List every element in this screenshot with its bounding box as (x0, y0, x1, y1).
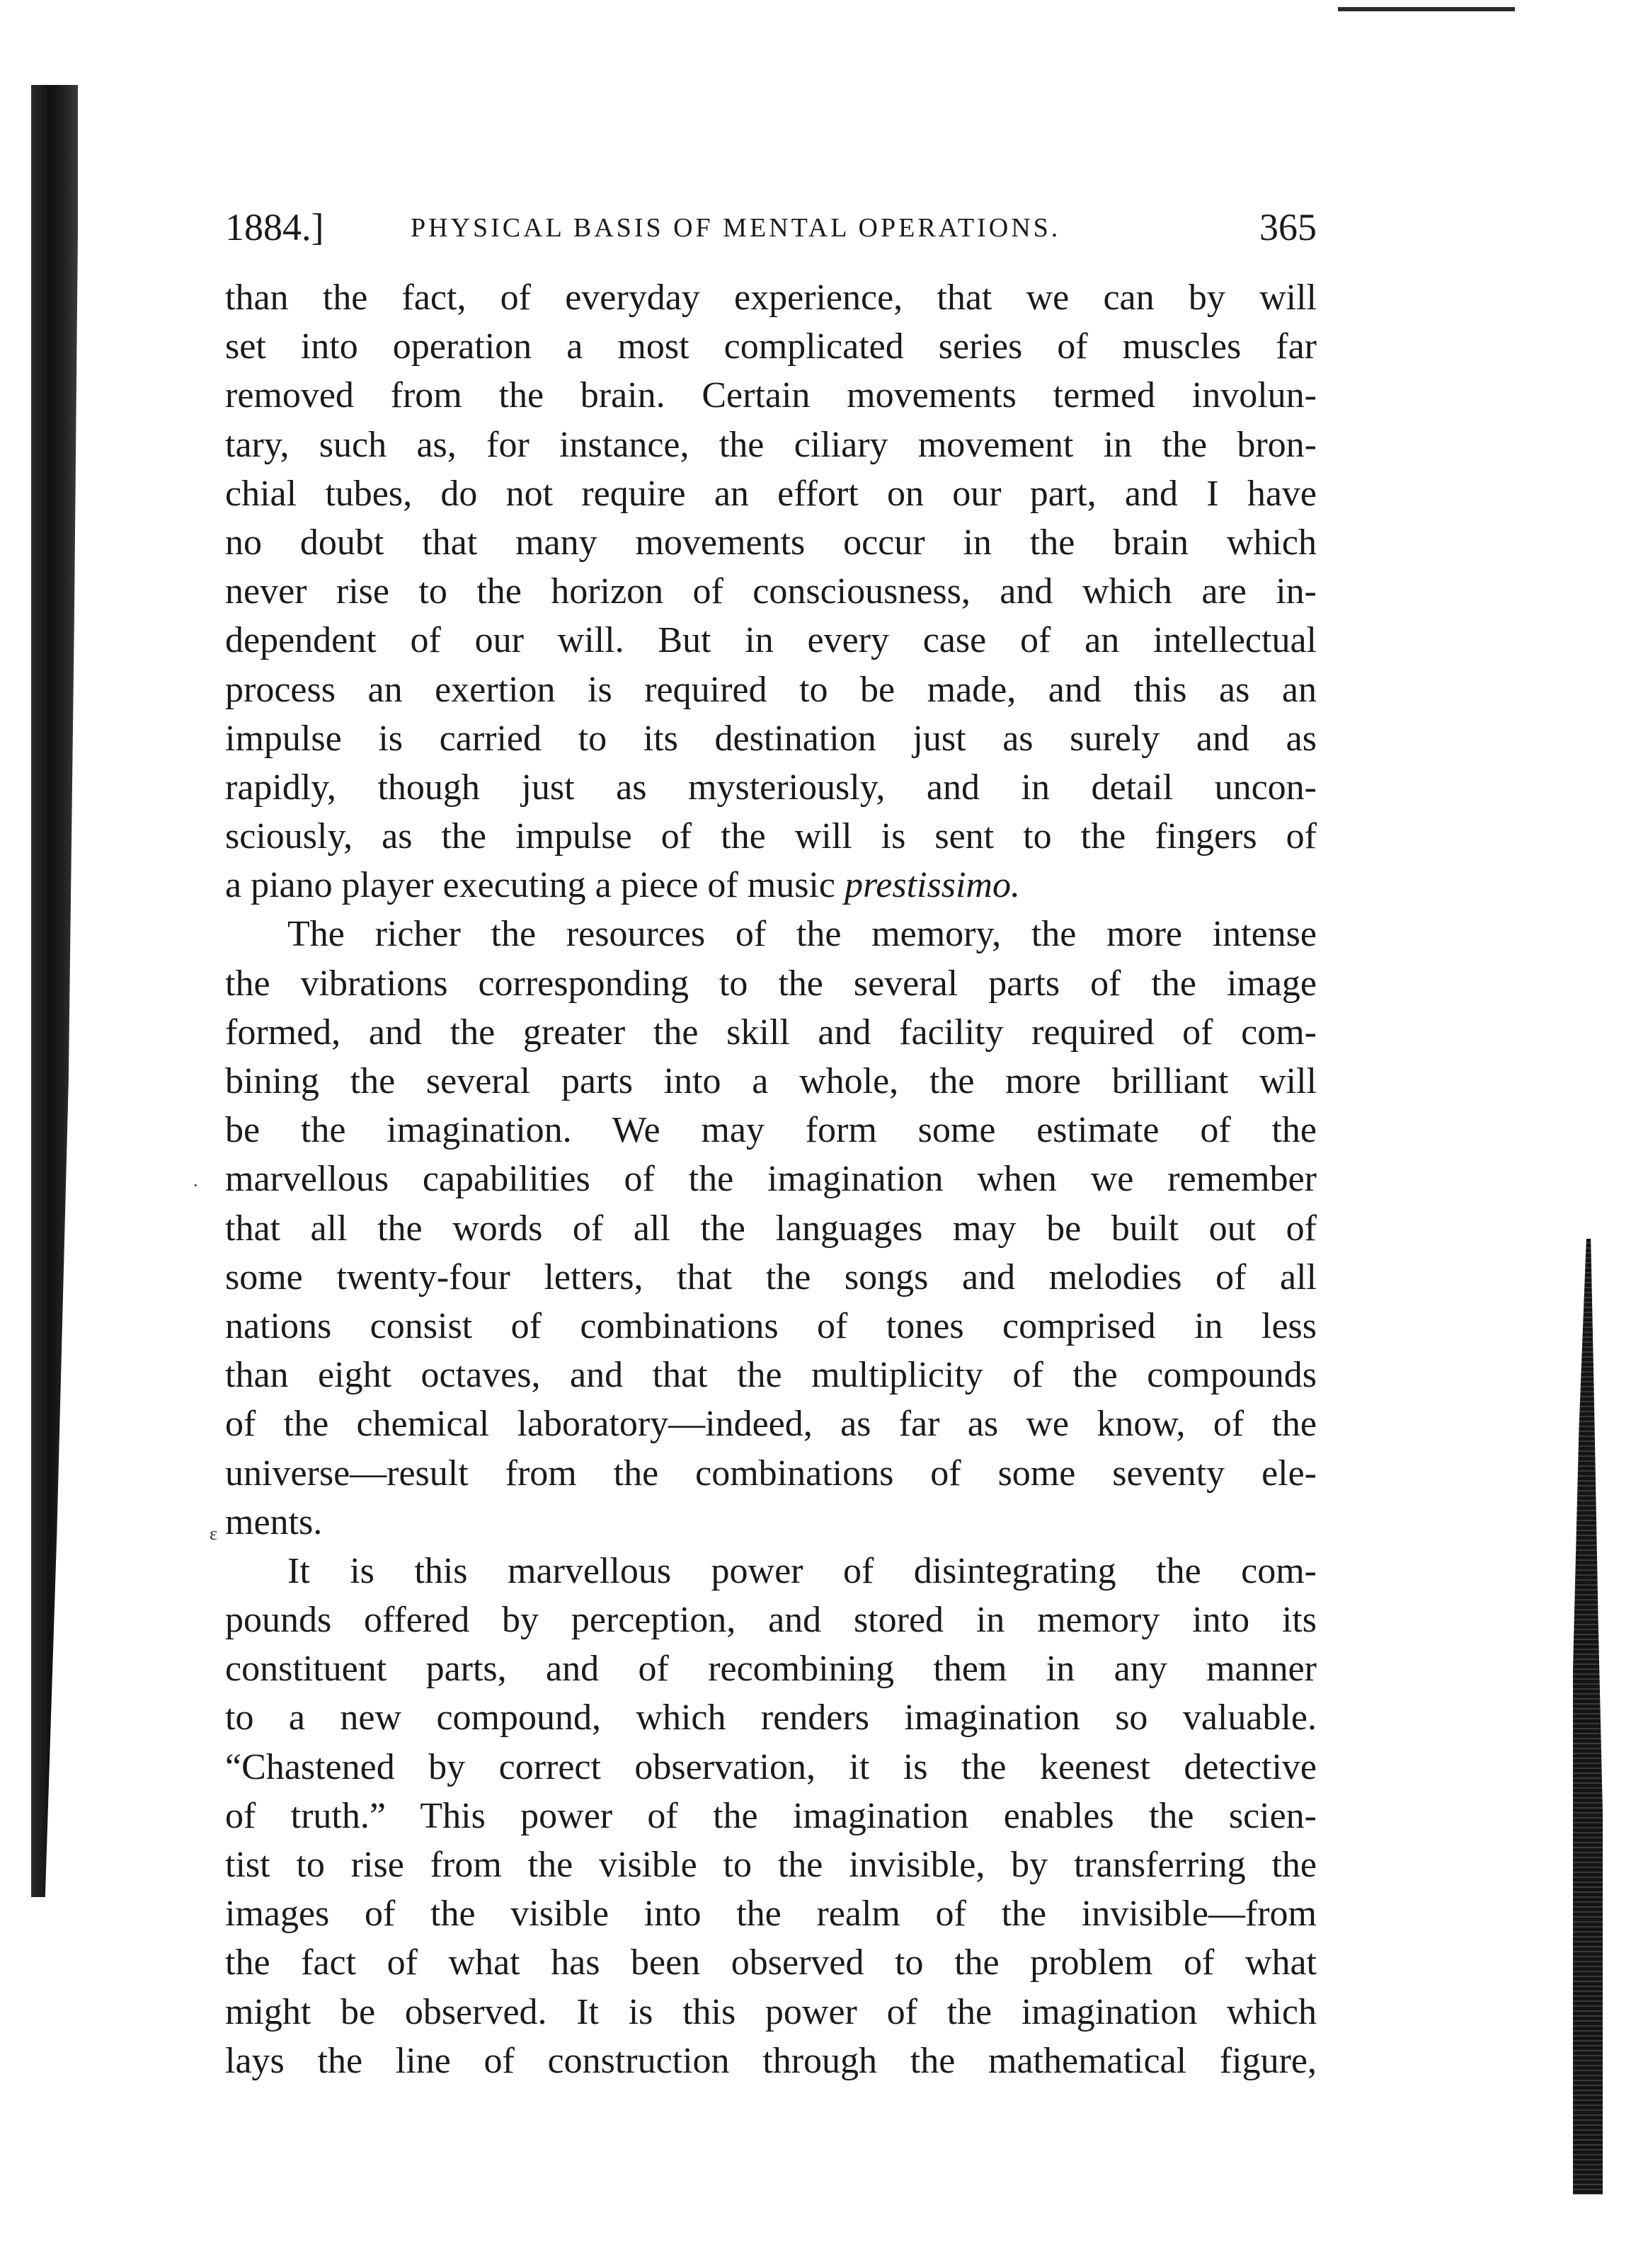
text-line: never rise to the horizon of consciousness, and which are in- (225, 571, 1317, 612)
text-line: formed, and the greater the skill and facility required of com- (225, 1012, 1317, 1053)
text-line: the vibrations corresponding to the several parts of the image (225, 963, 1317, 1004)
scan-left-edge-shadow (31, 85, 78, 1897)
italic-term: prestissimo. (844, 865, 1020, 906)
text-line: be the imagination. We may form some estimate of the (225, 1110, 1317, 1151)
text-line: It is this marvellous power of disintegrating the com- (287, 1550, 1317, 1591)
text-line: than eight octaves, and that the multiplicity of the compounds (225, 1355, 1317, 1396)
text-line: of truth.” This power of the imagination enables the scien- (225, 1795, 1317, 1836)
stray-mark: · (193, 1175, 199, 1196)
text-line: tist to rise from the visible to the invisible, by transferring the (225, 1845, 1317, 1885)
text-line: ments. (225, 1501, 323, 1542)
body-text (225, 273, 1317, 2085)
text-line: no doubt that many movements occur in the brain which (225, 522, 1317, 563)
text-line (225, 861, 1317, 910)
text-line: impulse is carried to its destination just as surely and as (225, 718, 1317, 759)
scan-top-rule (1338, 7, 1515, 11)
text-line: constituent parts, and of recombining them in any manner (225, 1649, 1317, 1690)
text-line: might be observed. It is this power of the imagination which (225, 1991, 1317, 2032)
text-line: images of the visible into the realm of the invisible—from (225, 1894, 1317, 1935)
text-line: some twenty-four letters, that the songs and melodies of all (225, 1256, 1317, 1298)
text-line: “Chastened by correct observation, it is the keenest detective (225, 1746, 1317, 1787)
text-line: The richer the resources of the memory, the more intense (287, 914, 1317, 955)
text-line: to a new compound, which renders imagination so valuable. (225, 1697, 1317, 1739)
text-line: marvellous capabilities of the imagination when we remember (225, 1159, 1317, 1200)
text-line: bining the several parts into a whole, the more brilliant will (225, 1061, 1317, 1101)
text-run: a piano player executing a piece of music (225, 865, 845, 906)
text-line: removed from the brain. Certain movements termed involun- (225, 375, 1317, 416)
text-line: that all the words of all the languages may be built out of (225, 1208, 1317, 1249)
text-line: set into operation a most complicated series of muscles far (225, 326, 1317, 367)
text-line: lays the line of construction through the mathematical figure, (225, 2040, 1317, 2081)
page-number: 365 (1259, 206, 1317, 248)
text-line: rapidly, though just as mysteriously, and in detail uncon- (225, 767, 1317, 808)
text-line: tary, such as, for instance, the ciliary movement in the bron- (225, 424, 1317, 465)
text-line: sciously, as the impulse of the will is sent to the fingers of (225, 816, 1317, 857)
scan-right-edge-shadow (1573, 1239, 1603, 2194)
text-line: chial tubes, do not require an effort on our part, and I have (225, 473, 1317, 514)
running-head (225, 205, 1317, 262)
paragraph (225, 1547, 1317, 2085)
paragraph (225, 273, 1317, 910)
text-line: nations consist of combinations of tones comprised in less (225, 1305, 1317, 1346)
text-line: process an exertion is required to be made, and this as an (225, 669, 1317, 710)
text-line: dependent of our will. But in every case of an intellectual (225, 620, 1317, 661)
text-line: of the chemical laboratory—indeed, as far as we know, of the (225, 1404, 1317, 1445)
running-head-title: PHYSICAL BASIS OF MENTAL OPERATIONS. (411, 213, 1061, 243)
text-line: the fact of what has been observed to the problem of what (225, 1942, 1317, 1983)
text-line: pounds offered by perception, and stored in memory into its (225, 1600, 1317, 1641)
text-line: universe—result from the combinations of some seventy ele- (225, 1453, 1317, 1494)
stray-mark: ɛ (210, 1523, 217, 1544)
paragraph (225, 910, 1317, 1546)
running-head-year: 1884.] (225, 206, 324, 248)
text-line: than the fact, of everyday experience, that we can by will (225, 277, 1317, 318)
